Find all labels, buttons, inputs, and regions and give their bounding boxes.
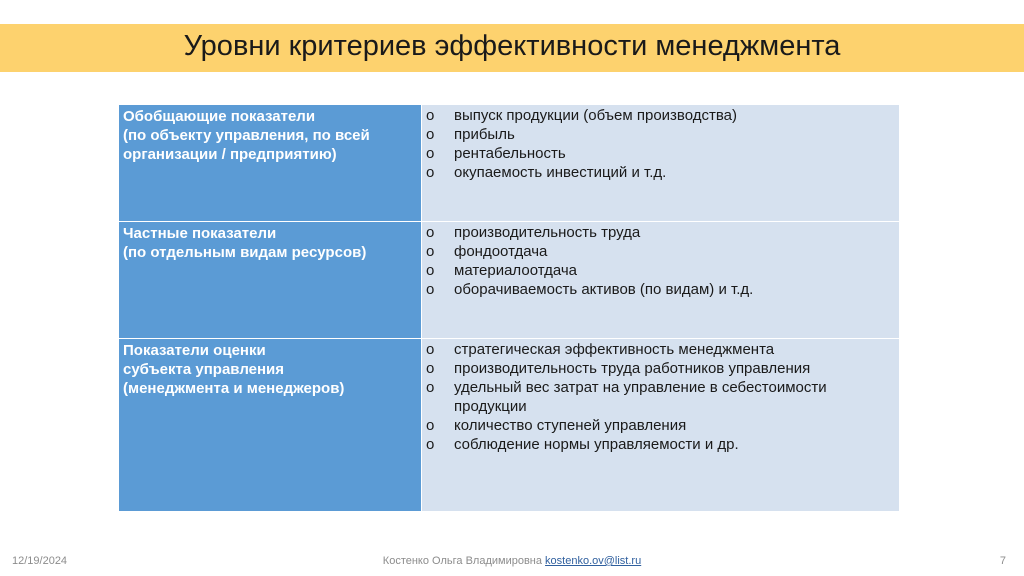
category-cell [119,339,422,512]
list-item [426,340,899,359]
list-item-text: рентабельность [454,145,566,162]
indicator-list [422,222,899,299]
circle-bullet-icon: o [426,243,435,260]
list-item-text: материалоотдача [454,262,578,279]
indicators-cell [422,105,900,222]
circle-bullet-icon: o [426,379,435,396]
list-item [426,106,899,125]
circle-bullet-icon: o [426,107,435,124]
table-row [119,105,900,222]
list-item-text: фондоотдача [454,243,548,260]
indicators-cell [422,339,900,512]
author-email-link[interactable]: kostenko.ov@list.ru [545,555,642,567]
category-line: Показатели оценки [123,342,266,359]
list-item-text: соблюдение нормы управляемости и др. [454,436,739,453]
category-line: (по объекту управления, по всей [123,127,370,144]
category-line: Обобщающие показатели [123,108,316,125]
list-item [426,242,899,261]
indicator-list [422,105,899,182]
list-item-text: производительность труда работников управления [454,360,811,377]
circle-bullet-icon: o [426,341,435,358]
indicators-cell [422,222,900,339]
category-line: (по отдельным видам ресурсов) [123,244,367,261]
category-line: Частные показатели [123,225,277,242]
category-line: субъекта управления [123,361,285,378]
list-item-text: удельный вес затрат на управление в себестоимости продукции [454,379,827,415]
circle-bullet-icon: o [426,436,435,453]
circle-bullet-icon: o [426,281,435,298]
list-item-text: стратегическая эффективность менеджмента [454,341,775,358]
circle-bullet-icon: o [426,224,435,241]
list-item [426,416,899,435]
circle-bullet-icon: o [426,164,435,181]
category-line: организации / предприятию) [123,146,337,163]
list-item-text: оборачиваемость активов (по видам) и т.д. [454,281,754,298]
list-item [426,378,899,416]
indicator-list [422,339,899,454]
footer-date: 12/19/2024 [12,555,68,567]
list-item-text: производительность труда [454,224,641,241]
circle-bullet-icon: o [426,417,435,434]
category-cell [119,105,422,222]
table-row [119,222,900,339]
list-item-text: окупаемость инвестиций и т.д. [454,164,667,181]
list-item [426,280,899,299]
criteria-table [118,104,900,512]
circle-bullet-icon: o [426,262,435,279]
list-item-text: выпуск продукции (объем производства) [454,107,738,124]
category-line: (менеджмента и менеджеров) [123,380,345,397]
list-item [426,163,899,182]
table-row [119,339,900,512]
list-item [426,144,899,163]
list-item-text: количество ступеней управления [454,417,687,434]
circle-bullet-icon: o [426,145,435,162]
category-cell [119,222,422,339]
list-item-text: прибыль [454,126,515,143]
circle-bullet-icon: o [426,126,435,143]
footer-author [0,555,1024,567]
list-item [426,435,899,454]
list-item [426,359,899,378]
slide-title: Уровни критериев эффективности менеджмента [183,30,841,62]
list-item [426,261,899,280]
circle-bullet-icon: o [426,360,435,377]
page-number: 7 [999,555,1006,567]
list-item [426,125,899,144]
list-item [426,223,899,242]
author-name: Костенко Ольга Владимировна [382,555,542,567]
